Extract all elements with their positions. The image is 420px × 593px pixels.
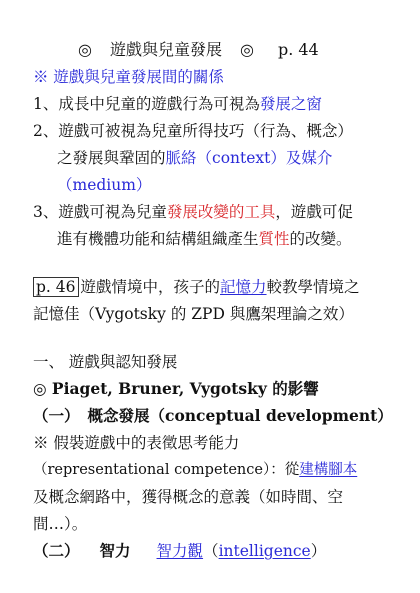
subsection-1-paragraph-line3: 間…）。	[33, 515, 88, 533]
header-symbol-right: ◎	[239, 40, 254, 59]
highlight-window-of-development: 發展之窗	[259, 95, 322, 113]
subsection-1-heading: （一） 概念發展（conceptual development）	[33, 406, 393, 425]
link-construct-script[interactable]: 建構腳本	[299, 462, 358, 478]
highlight-tool-of-change: 發展改變的工具	[166, 203, 276, 221]
page-ref-box: p. 46	[33, 277, 79, 297]
page-header	[78, 39, 319, 61]
header-title: 遊戲與兒童發展	[109, 40, 222, 59]
theorists-line: ◎ Piaget, Bruner, Vygotsky 的影響	[33, 379, 319, 398]
link-intelligence[interactable]: intelligence	[218, 542, 311, 560]
section-heading-relationship: ※ 遊戲與兒童發展間的關係	[33, 68, 224, 86]
header-symbol-left: ◎	[78, 40, 92, 59]
section-heading-cognitive: 一、 遊戲與認知發展	[33, 353, 178, 371]
header-page-ref: p. 44	[277, 40, 319, 59]
note-line1: p. 46 遊戲情境中，孩子的記憶力較教學情境之	[33, 276, 360, 298]
list-item-2-line1: 2、遊戲可被視為兒童所得技巧（行為、概念）	[33, 122, 353, 140]
list-item-2-line2: 之發展與鞏固的脈絡（context）及媒介	[57, 149, 333, 167]
link-memory[interactable]: 記憶力	[220, 278, 267, 296]
list-item-2-line3: （medium）	[57, 176, 152, 194]
highlight-qualitative: 質性	[258, 230, 290, 248]
subsection-1-note: ※ 假裝遊戲中的表徵思考能力	[33, 434, 240, 452]
highlight-context-medium: 脈絡（context）及媒介	[165, 149, 333, 167]
link-intelligence-view[interactable]: 智力觀	[156, 542, 204, 560]
subsection-1-paragraph-line2: 及概念網路中，獲得概念的意義（如時間、空	[33, 488, 344, 506]
list-item-3-line1: 3、遊戲可視為兒童發展改變的工具，遊戲可促	[33, 203, 353, 221]
subsection-1-title: 概念發展（conceptual development）	[87, 406, 393, 425]
list-item-3-line2: 進有機體功能和結構組織產生質性的改變。	[57, 230, 352, 248]
subsection-1-paragraph-line1: （representational competence）：從建構腳本	[33, 462, 358, 478]
note-line2: 記憶佳（Vygotsky 的 ZPD 與鷹架理論之效）	[33, 305, 354, 323]
subsection-2-title: 智力	[99, 541, 131, 560]
list-item-1: 1、成長中兒童的遊戲行為可視為發展之窗	[33, 95, 322, 113]
subsection-2-heading: （二） 智力 智力觀（intelligence）	[33, 541, 327, 560]
